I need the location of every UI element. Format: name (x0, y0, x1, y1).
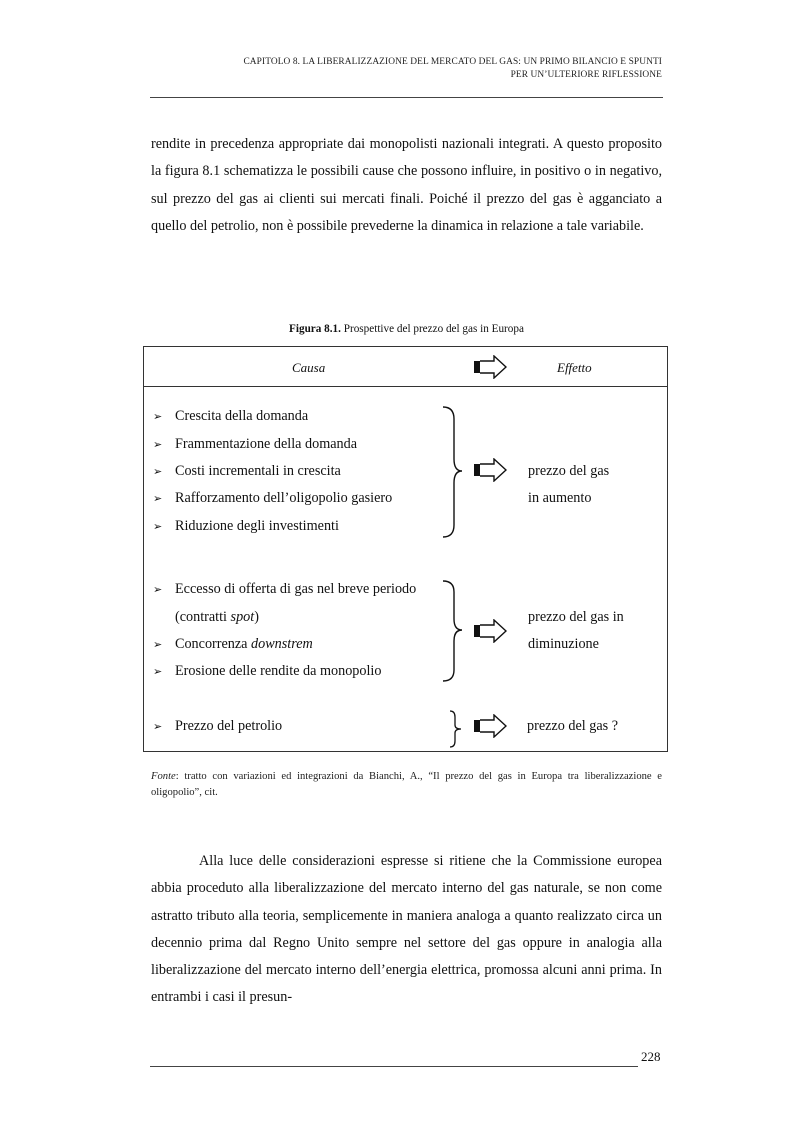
arrow-right-icon (473, 458, 507, 482)
effect-decrease-line-2: diminuzione (528, 636, 599, 652)
cause-item (153, 435, 357, 454)
arrow-right-icon (473, 619, 507, 643)
bullet-arrowhead-icon: ➢ (153, 666, 163, 678)
cause-item (153, 635, 313, 654)
effect-increase-line-1: prezzo del gas (528, 463, 610, 479)
bullet-arrowhead-icon: ➢ (153, 411, 163, 423)
cause-item (153, 489, 392, 508)
body-paragraph-top: rendite in precedenza appropriate dai monopolisti nazionali integrati. A questo proposito la figura 8.1 schematizza le possibili cause che possono influire, in positivo o in negativo, sul prezzo del gas ai clienti sui mercati finali. Poiché il prezzo del gas è agganciato a quello del petrolio, non è possibile prevederne la dinamica in relazione a tale variabile. (151, 136, 662, 234)
cause-text: Erosione delle rendite da monopolio (175, 663, 382, 679)
figure-caption (143, 323, 670, 335)
figure-label: Figura 8.1. (289, 323, 341, 335)
footer-rule (150, 1066, 638, 1067)
source-text: : tratto con variazioni ed integrazioni da Bianchi, A., “Il prezzo del gas in Europa tra liberalizzazione e oligopolio”, cit. (151, 771, 662, 798)
cause-text: Costi incrementali in crescita (175, 463, 341, 479)
bullet-arrowhead-icon: ➢ (153, 721, 163, 733)
cause-item (153, 580, 416, 599)
cause-text: Rafforzamento dell’oligopolio gasiero (175, 490, 393, 506)
cause-text: Prezzo del petrolio (175, 718, 283, 734)
column-header-effetto: Effetto (557, 360, 592, 375)
figure-title: Prospettive del prezzo del gas in Europa (343, 323, 524, 335)
paragraph-text: Alla luce delle considerazioni espresse si ritiene che la Commissione europea abbia proceduto alla liberalizzazione del mercato interno del gas naturale, se non come astratto tributo alla teoria, semplicemente in maniera analoga a quanto realizzato circa un decennio prima dal Regno Unito sempre nel settore del gas oppure in analogia alla liberalizzazione del mercato interno dell’energia elettrica, promossa alcuni anni prima. In entrambi i casi il presun- (151, 853, 662, 1006)
right-brace-icon (448, 710, 464, 748)
cause-text: (contratti (175, 609, 231, 625)
bullet-arrowhead-icon: ➢ (153, 439, 163, 451)
arrow-right-icon (473, 714, 507, 738)
effect-increase-line-2: in aumento (528, 490, 592, 506)
cause-item (153, 462, 341, 481)
figure-source-note (151, 769, 662, 800)
header-rule (150, 97, 663, 98)
body-paragraph-bottom (151, 848, 662, 1012)
bullet-arrowhead-icon: ➢ (153, 521, 163, 533)
right-brace-icon (440, 579, 464, 683)
cause-text-emphasis: downstrem (251, 636, 313, 652)
column-header-causa: Causa (292, 360, 326, 375)
cause-text: Eccesso di offerta di gas nel breve periodo (175, 581, 417, 597)
cause-item (153, 407, 308, 426)
header-line-2: PER UN’ULTERIORE RIFLESSIONE (510, 70, 662, 80)
running-header (142, 56, 662, 82)
effect-decrease-line-1: prezzo del gas in (528, 609, 624, 625)
effect-uncertain: prezzo del gas ? (527, 718, 618, 734)
source-label: Fonte (151, 771, 176, 782)
arrow-right-icon (473, 355, 507, 379)
cause-text: Riduzione degli investimenti (175, 518, 339, 534)
cause-text-emphasis: spot (230, 609, 255, 625)
cause-text: Crescita della domanda (175, 408, 309, 424)
cause-text: ) (254, 609, 259, 625)
cause-item (153, 717, 282, 736)
bullet-arrowhead-icon: ➢ (153, 493, 163, 505)
bullet-arrowhead-icon: ➢ (153, 466, 163, 478)
cause-item (153, 517, 339, 536)
figure-header-rule (143, 386, 668, 387)
cause-text: Concorrenza (175, 636, 252, 652)
cause-text: Frammentazione della domanda (175, 436, 358, 452)
right-brace-icon (440, 405, 464, 539)
cause-continuation (175, 608, 259, 626)
bullet-arrowhead-icon: ➢ (153, 639, 163, 651)
cause-item (153, 662, 381, 681)
bullet-arrowhead-icon: ➢ (153, 584, 163, 596)
page-number: 228 (641, 1049, 661, 1064)
header-line-1: CAPITOLO 8. LA LIBERALIZZAZIONE DEL MERCATO DEL GAS: UN PRIMO BILANCIO E SPUNTI (243, 57, 662, 67)
